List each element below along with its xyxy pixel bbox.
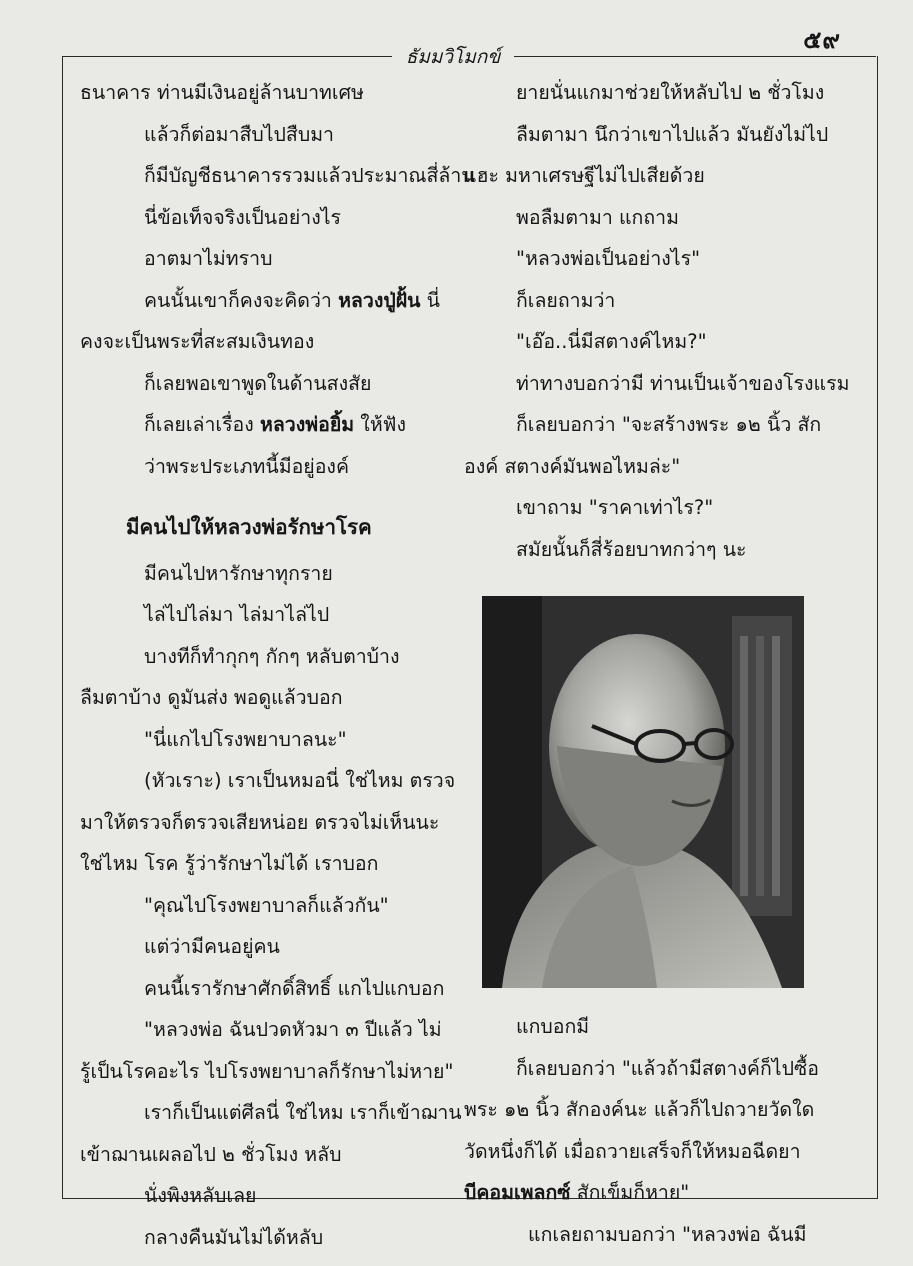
text-line: ก็เลยบอกว่า "จะสร้างพระ ๑๒ นิ้ว สัก xyxy=(516,413,822,436)
text-line: แกบอกมี xyxy=(516,1015,590,1038)
text-line: บางทีก็ทำกุกๆ กักๆ หลับตาบ้าง xyxy=(144,644,400,668)
bold-name: หลวงพ่อยิ้ม xyxy=(259,413,355,436)
text-line: ลืมตาบ้าง ดูมันส่ง พอดูแล้วบอก xyxy=(80,686,343,709)
text-line: ใช่ไหม โรค รู้ว่ารักษาไม่ได้ เราบอก xyxy=(80,852,379,875)
text-run: คนนั้นเขาก็คงจะคิดว่า xyxy=(144,288,339,312)
left-column xyxy=(80,72,475,1258)
text-line: นี่ข้อเท็จจริงเป็นอย่างไร xyxy=(144,205,341,229)
frame-top-rule-right xyxy=(514,56,876,57)
text-line: มีคนไปหารักษาทุกราย xyxy=(144,561,333,585)
text-line: นั่งพิงหลับเลย xyxy=(144,1184,257,1207)
text-line: วัดหนึ่งก็ได้ เมื่อถวายเสร็จก็ให้หมอฉีดยา xyxy=(464,1139,801,1163)
text-line: สมัยนั้นก็สี่ร้อยบาทกว่าๆ นะ xyxy=(516,537,747,561)
text-line: "หลวงพ่อ ฉันปวดหัวมา ๓ ปีแล้ว ไม่ xyxy=(144,1018,442,1041)
text-line: คงจะเป็นพระที่สะสมเงินทอง xyxy=(80,330,315,353)
text-line: แล้วก็ต่อมาสืบไปสืบมา xyxy=(144,122,335,146)
frame-top-rule-left xyxy=(62,56,392,57)
text-line: ว่าพระประเภทนี้มีอยู่องค์ xyxy=(144,454,349,478)
text-line: ก็เลยถามว่า xyxy=(516,288,616,312)
text-line xyxy=(464,1172,848,1214)
text-line: (หัวเราะ) เราเป็นหมอนี่ ใช่ไหม ตรวจ xyxy=(144,769,456,792)
text-line: ก็เลยพอเขาพูดในด้านสงสัย xyxy=(144,371,372,395)
running-title: ธัมมวิโมกข์ xyxy=(405,46,501,68)
text-line: "เอ๊อ..นี่มีสตางค์ไหม?" xyxy=(516,330,707,353)
text-line: กลางคืนมันไม่ได้หลับ xyxy=(144,1225,324,1249)
text-run: ให้ฟัง xyxy=(354,413,407,436)
text-line xyxy=(80,280,450,322)
text-line: ไล่ไปไล่มา ไล่มาไล่ไป xyxy=(144,603,330,626)
right-column xyxy=(464,72,848,1255)
text-line: "หลวงพ่อเป็นอย่างไร" xyxy=(516,247,701,270)
monk-photo xyxy=(482,596,804,988)
section-heading: มีคนไปให้หลวงพ่อรักษาโรค xyxy=(126,515,372,539)
text-line: ธนาคาร ท่านมีเงินอยู่ล้านบาทเศษ xyxy=(80,81,364,104)
text-line: เราก็เป็นแต่ศีลนี่ ใช่ไหม เราก็เข้าฌาน xyxy=(144,1101,462,1124)
text-line: เขาถาม "ราคาเท่าไร?" xyxy=(516,496,714,519)
page-number: ๕๙ xyxy=(803,26,841,54)
text-line: ท่าทางบอกว่ามี ท่านเป็นเจ้าของโรงแรม xyxy=(516,371,850,395)
text-line: พอลืมตามา แกถาม xyxy=(516,205,679,229)
text-line: ก็มีบัญชีธนาคารรวมแล้วประมาณสี่ล้าน xyxy=(144,164,475,187)
text-line: พระ ๑๒ นิ้ว สักองค์นะ แล้วก็ไปถวายวัดใด xyxy=(464,1098,815,1121)
text-line: รู้เป็นโรคอะไร ไปโรงพยาบาลก็รักษาไม่หาย" xyxy=(80,1059,454,1083)
text-run: สักเข็มก็หาย" xyxy=(570,1181,690,1204)
text-line: ยายนั่นแกมาช่วยให้หลับไป ๒ ชั่วโมง xyxy=(516,81,825,104)
text-line: "นี่แกไปโรงพยาบาลนะ" xyxy=(144,727,347,751)
text-line: ก็เลยบอกว่า "แล้วถ้ามีสตางค์ก็ไปซื้อ xyxy=(516,1056,819,1080)
text-run: นี่ xyxy=(420,288,441,312)
text-line: ลืมตามา นึกว่าเขาไปแล้ว มันยังไม่ไป xyxy=(516,122,829,146)
text-line: "คุณไปโรงพยาบาลก็แล้วกัน" xyxy=(144,893,389,917)
bold-name: หลวงปู่ฝั้น xyxy=(338,288,421,312)
text-line xyxy=(80,404,450,446)
text-line: อาตมาไม่ทราบ xyxy=(144,247,273,270)
text-line: มาให้ตรวจก็ตรวจเสียหน่อย ตรวจไม่เห็นนะ xyxy=(80,810,440,834)
text-line: เข้าฌานเผลอไป ๒ ชั่วโมง หลับ xyxy=(80,1142,342,1166)
text-line: แกเลยถามบอกว่า "หลวงพ่อ ฉันมี xyxy=(528,1222,807,1246)
text-run: ก็เลยเล่าเรื่อง xyxy=(144,413,260,436)
bold-name: บีคอมเพลกซ์ xyxy=(464,1181,571,1204)
text-line: องค์ สตางค์มันพอไหมล่ะ" xyxy=(464,454,681,478)
text-line: แต่ว่ามีคนอยู่คน xyxy=(144,935,280,958)
text-line: คนนี้เรารักษาศักดิ์สิทธิ์ แกไปแกบอก xyxy=(144,976,445,1000)
monk-portrait-image xyxy=(482,596,804,988)
text-line: แฮะ มหาเศรษฐีไม่ไปเสียด้วย xyxy=(464,164,705,187)
